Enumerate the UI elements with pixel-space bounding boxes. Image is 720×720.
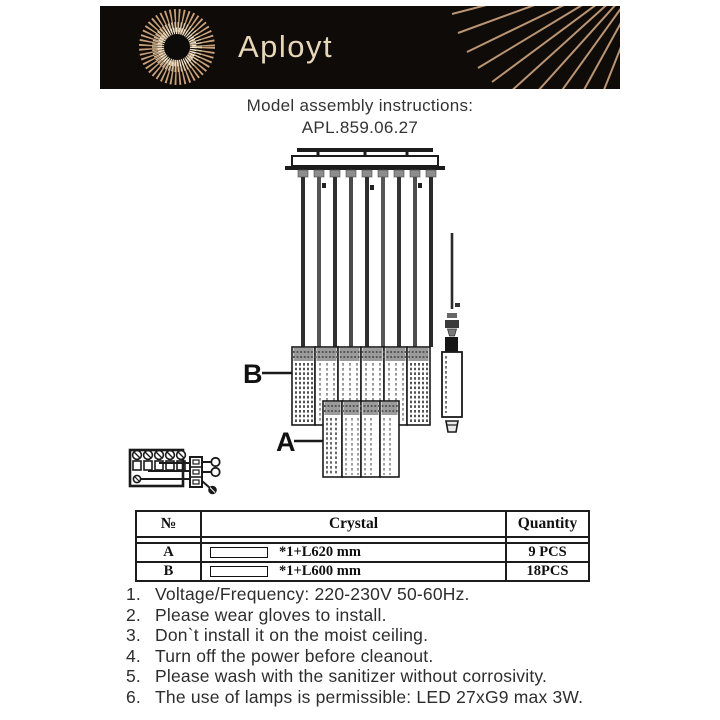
brand-banner [100, 6, 620, 89]
instruction-list [126, 584, 626, 708]
list-item [126, 666, 626, 687]
crystal-shape-icon [210, 566, 268, 577]
row-a-no: A [136, 543, 201, 562]
item-number: 4. [126, 645, 141, 666]
item-text: Please wash with the sanitizer without corrosivity. [155, 666, 548, 687]
item-number: 1. [126, 584, 141, 604]
row-b-crystal [201, 562, 506, 581]
item-number: 3. [126, 625, 141, 646]
item-text: Don`t install it on the moist ceiling. [155, 625, 429, 646]
assembly-diagram [100, 145, 620, 520]
list-item [126, 687, 626, 708]
row-a-quantity: 9 PCS [506, 543, 589, 562]
list-item [126, 584, 626, 605]
list-item [126, 605, 626, 626]
table-row [136, 562, 589, 581]
item-text: Turn off the power before cleanout. [155, 645, 434, 666]
header-quantity: Quantity [506, 511, 589, 537]
page-title [0, 95, 720, 139]
wiring-diagram [130, 450, 220, 494]
label-b: B [243, 359, 263, 389]
list-item [126, 646, 626, 667]
row-b-no: B [136, 562, 201, 581]
model-number: APL.859.06.27 [301, 118, 419, 137]
row-a-crystal [201, 543, 506, 562]
pendant-detail-view [442, 233, 462, 432]
brand-wordmark: Aployt [238, 29, 334, 64]
banner-decoration [100, 6, 620, 89]
item-number: 5. [126, 666, 141, 687]
crystal-bank-a [323, 401, 399, 477]
header-crystal: Crystal [201, 511, 506, 537]
row-a-crystal-label: *1+L620 mm [279, 544, 361, 560]
item-number: 2. [126, 604, 141, 625]
label-a: A [276, 427, 296, 457]
table-row [136, 543, 589, 562]
row-b-quantity: 18PCS [506, 562, 589, 581]
item-number: 6. [126, 686, 141, 707]
crystal-shape-icon [210, 547, 268, 558]
item-text: Please wear gloves to install. [155, 604, 387, 625]
item-text: The use of lamps is permissible: LED 27xG9 max 3W. [155, 686, 584, 707]
header-no: № [136, 511, 201, 537]
parts-table [135, 510, 590, 582]
item-text: Voltage/Frequency: 220-230V 50-60Hz. [155, 584, 470, 604]
parts-table-header-row [136, 511, 589, 537]
chandelier-front-view [243, 148, 445, 477]
list-item [126, 625, 626, 646]
title-line1: Model assembly instructions: [246, 96, 474, 115]
row-b-crystal-label: *1+L600 mm [279, 563, 361, 579]
